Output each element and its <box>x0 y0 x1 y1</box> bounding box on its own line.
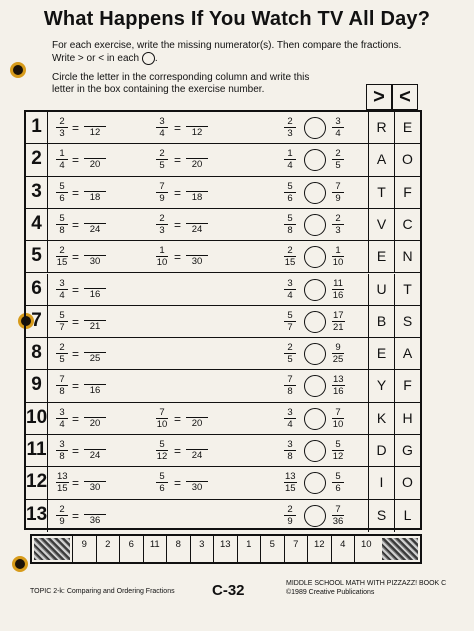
compare-fraction-right: $\frac{5}{12}$ <box>332 439 344 462</box>
compare-fraction-right: $\frac{9}{25}$ <box>332 342 344 366</box>
greater-letter[interactable]: I <box>368 467 394 498</box>
compare-fraction-left: $\frac{13}{15}$ <box>285 471 296 495</box>
compare-circle[interactable] <box>304 117 326 139</box>
equals-sign: = <box>72 121 80 135</box>
compare-fraction-left: $\frac{3}{4}$ <box>284 278 296 301</box>
exercise-number: 2 <box>26 144 48 175</box>
equals-sign: = <box>174 121 182 135</box>
compare-circle[interactable] <box>304 505 326 527</box>
equals-sign: = <box>72 250 80 265</box>
fraction-b: $\frac{7}{9}$ <box>156 181 168 204</box>
compare-fraction-right: $\frac{2}{5}$ <box>332 148 344 171</box>
equals-sign: = <box>174 250 182 265</box>
greater-letter[interactable]: A <box>368 144 394 175</box>
compare-fraction-left: $\frac{5}{6}$ <box>284 181 296 204</box>
fraction-b: $\frac{2}{5}$ <box>156 148 168 171</box>
exercise-number: 4 <box>26 209 48 240</box>
blank-denominator: 30 <box>191 482 203 494</box>
fraction-a: $\frac{5}{8}$ <box>56 213 68 236</box>
greater-letter[interactable]: Y <box>368 370 394 401</box>
compare-fraction-right: $\frac{3}{4}$ <box>332 116 344 139</box>
compare-fraction-right: $\frac{7}{9}$ <box>332 181 344 204</box>
numerator-blank[interactable] <box>186 407 208 418</box>
equals-sign: = <box>174 476 182 491</box>
page-code: C-32 <box>212 582 245 599</box>
blank-denominator: 20 <box>191 417 203 429</box>
numerator-blank[interactable] <box>84 310 106 321</box>
compare-circle[interactable] <box>304 343 326 365</box>
fraction-a: $\frac{3}{8}$ <box>56 439 68 462</box>
numerator-blank[interactable] <box>84 116 106 127</box>
greater-letter[interactable]: T <box>368 177 394 208</box>
compare-fraction-right: $\frac{17}{21}$ <box>333 309 344 333</box>
numerator-blank[interactable] <box>84 407 106 418</box>
equals-sign: = <box>72 153 80 168</box>
answer-box[interactable]: 13 <box>213 536 237 562</box>
compare-fraction-left: $\frac{1}{4}$ <box>284 148 296 171</box>
blank-denominator: 16 <box>89 385 101 397</box>
numerator-blank[interactable] <box>84 504 106 515</box>
instructions-block-2 <box>52 72 309 96</box>
equals-sign: = <box>72 476 80 491</box>
exercise-row <box>26 177 420 209</box>
instruction-line-1: For each exercise, write the missing numerator(s). Then compare the fractions. <box>52 40 402 51</box>
compare-fraction-right: $\frac{7}{36}$ <box>332 503 344 527</box>
decorative-pattern-left <box>34 538 70 560</box>
compare-circle[interactable] <box>304 408 326 430</box>
answer-box[interactable]: 6 <box>119 536 143 562</box>
answer-box[interactable]: 12 <box>307 536 331 562</box>
compare-fraction-left: $\frac{2}{5}$ <box>284 342 296 365</box>
greater-letter[interactable]: R <box>368 112 394 143</box>
instruction-line-3: Circle the letter in the corresponding column and write this <box>52 72 310 83</box>
fraction-b: $\frac{5}{6}$ <box>156 471 168 494</box>
instructions-block-1 <box>52 40 401 65</box>
less-letter[interactable]: S <box>394 306 420 337</box>
numerator-blank[interactable] <box>186 148 208 159</box>
answer-box[interactable]: 4 <box>331 536 355 562</box>
equals-sign: = <box>72 411 80 426</box>
exercise-number: 7 <box>26 306 48 337</box>
blank-denominator: 18 <box>89 191 101 203</box>
fraction-a: $\frac{7}{8}$ <box>56 374 68 397</box>
compare-fraction-left: $\frac{2}{9}$ <box>284 504 296 527</box>
exercise-number: 6 <box>26 274 48 305</box>
page-title: What Happens If You Watch TV All Day? <box>43 8 431 30</box>
exercise-number: 10 <box>26 403 48 434</box>
equals-sign: = <box>174 444 182 458</box>
footer-topic: TOPIC 2-k: Comparing and Ordering Fractions <box>30 588 175 595</box>
answer-box[interactable]: 10 <box>354 536 378 562</box>
numerator-blank[interactable] <box>186 245 208 256</box>
equals-sign: = <box>174 217 182 232</box>
compare-fraction-right: $\frac{5}{6}$ <box>332 471 344 494</box>
equals-sign: = <box>174 411 182 426</box>
blank-denominator: 36 <box>89 514 101 526</box>
fraction-b: $\frac{7}{10}$ <box>156 406 168 430</box>
numerator-blank[interactable] <box>186 213 208 224</box>
blank-denominator: 24 <box>89 450 101 461</box>
equals-sign: = <box>72 217 80 232</box>
fraction-a: $\frac{3}{4}$ <box>56 278 68 301</box>
answer-box[interactable]: 2 <box>96 536 120 562</box>
numerator-blank[interactable] <box>84 439 106 450</box>
greater-letter[interactable]: U <box>368 274 394 305</box>
equals-sign: = <box>72 185 80 200</box>
answer-box[interactable]: 11 <box>143 536 167 562</box>
compare-circle[interactable] <box>304 279 326 301</box>
exercise-number: 3 <box>26 177 48 208</box>
compare-circle[interactable] <box>304 246 326 268</box>
equals-sign: = <box>174 153 182 168</box>
equals-sign: = <box>72 347 80 362</box>
compare-circle[interactable] <box>304 182 326 204</box>
exercise-grid <box>24 110 422 530</box>
circle-symbol-icon <box>142 52 155 65</box>
blank-denominator: 20 <box>191 159 203 171</box>
less-letter[interactable]: O <box>394 144 420 175</box>
exercise-number: 1 <box>26 112 48 143</box>
exercise-number: 13 <box>26 500 48 532</box>
exercise-number: 12 <box>26 467 48 498</box>
exercise-row <box>26 144 420 176</box>
exercise-row <box>26 338 420 370</box>
less-letter[interactable]: N <box>394 241 420 272</box>
exercise-row <box>26 370 420 402</box>
blank-denominator: 25 <box>89 353 101 365</box>
fraction-a: $\frac{2}{15}$ <box>56 245 68 269</box>
less-column-header: < <box>392 84 418 110</box>
compare-fraction-left: $\frac{5}{7}$ <box>284 310 296 333</box>
answer-box[interactable]: 5 <box>260 536 284 562</box>
exercise-number: 9 <box>26 370 48 401</box>
numerator-blank[interactable] <box>84 181 106 192</box>
equals-sign: = <box>174 185 182 200</box>
blank-denominator: 12 <box>191 127 203 138</box>
exercise-row <box>26 112 420 144</box>
compare-circle[interactable] <box>304 311 326 333</box>
exercise-number: 11 <box>26 435 48 466</box>
numerator-blank[interactable] <box>84 245 106 256</box>
compare-fraction-right: $\frac{7}{10}$ <box>332 406 344 430</box>
fraction-a: $\frac{5}{7}$ <box>56 310 68 333</box>
exercise-number: 5 <box>26 241 48 272</box>
answer-box[interactable]: 7 <box>284 536 308 562</box>
footer-copyright: ©1989 Creative Publications <box>286 589 375 596</box>
fraction-a: $\frac{13}{15}$ <box>57 471 68 495</box>
answer-box-strip <box>30 534 422 564</box>
compare-circle[interactable] <box>304 214 326 236</box>
blank-denominator: 20 <box>89 159 101 171</box>
punch-hole-icon <box>12 556 28 572</box>
greater-letter[interactable]: D <box>368 435 394 466</box>
exercise-row <box>26 500 420 532</box>
less-letter[interactable]: F <box>394 177 420 208</box>
punch-hole-icon <box>10 62 26 78</box>
less-letter[interactable]: H <box>394 403 420 434</box>
blank-denominator: 30 <box>89 482 101 494</box>
compare-fraction-left: $\frac{7}{8}$ <box>284 374 296 397</box>
compare-fraction-right: $\frac{11}{16}$ <box>332 277 344 301</box>
greater-letter[interactable]: E <box>368 241 394 272</box>
fraction-b: $\frac{3}{4}$ <box>156 116 168 139</box>
greater-column-header: > <box>366 84 392 110</box>
fraction-a: $\frac{2}{5}$ <box>56 342 68 365</box>
numerator-blank[interactable] <box>84 148 106 159</box>
blank-denominator: 30 <box>89 256 101 268</box>
less-letter[interactable]: E <box>394 112 420 143</box>
fraction-a: $\frac{2}{9}$ <box>56 504 68 527</box>
greater-letter[interactable]: K <box>368 403 394 434</box>
numerator-blank[interactable] <box>84 213 106 224</box>
less-letter[interactable]: A <box>394 338 420 369</box>
greater-letter[interactable]: B <box>368 306 394 337</box>
blank-denominator: 16 <box>89 288 101 300</box>
equals-sign: = <box>72 444 80 458</box>
numerator-blank[interactable] <box>84 278 106 289</box>
answer-box[interactable]: 9 <box>72 536 96 562</box>
numerator-blank[interactable] <box>84 374 106 385</box>
exercise-row <box>26 209 420 241</box>
less-letter[interactable]: T <box>394 274 420 305</box>
fraction-b: $\frac{1}{10}$ <box>156 245 168 269</box>
less-letter[interactable]: C <box>394 209 420 240</box>
instruction-line-4: letter in the box containing the exercise number. <box>52 84 265 95</box>
equals-sign: = <box>72 282 80 297</box>
numerator-blank[interactable] <box>84 471 106 482</box>
compare-circle[interactable] <box>304 149 326 171</box>
compare-fraction-left: $\frac{5}{8}$ <box>284 213 296 236</box>
less-letter[interactable]: L <box>394 500 420 532</box>
exercise-row <box>26 435 420 467</box>
blank-denominator: 24 <box>191 223 203 235</box>
greater-letter[interactable]: E <box>368 338 394 369</box>
equals-sign: = <box>72 379 80 394</box>
exercise-row <box>26 403 420 435</box>
less-letter[interactable]: G <box>394 435 420 466</box>
exercise-row <box>26 274 420 306</box>
blank-denominator: 24 <box>89 223 101 235</box>
numerator-blank[interactable] <box>186 471 208 482</box>
less-letter[interactable]: F <box>394 370 420 401</box>
compare-circle[interactable] <box>304 375 326 397</box>
fraction-a: $\frac{5}{6}$ <box>56 181 68 204</box>
fraction-a: $\frac{2}{3}$ <box>56 116 68 139</box>
compare-fraction-left: $\frac{2}{15}$ <box>284 245 296 269</box>
compare-fraction-left: $\frac{3}{4}$ <box>284 407 296 430</box>
equals-sign: = <box>72 314 80 329</box>
blank-denominator: 12 <box>89 127 101 138</box>
compare-fraction-left: $\frac{3}{8}$ <box>284 439 296 462</box>
answer-box[interactable]: 8 <box>166 536 190 562</box>
exercise-row <box>26 306 420 338</box>
blank-denominator: 18 <box>191 191 203 203</box>
compare-circle[interactable] <box>304 472 326 494</box>
fraction-b: $\frac{2}{3}$ <box>156 213 168 236</box>
fraction-a: $\frac{3}{4}$ <box>56 407 68 430</box>
compare-fraction-right: $\frac{13}{16}$ <box>333 374 344 398</box>
footer-book: MIDDLE SCHOOL MATH WITH PIZZAZZ! BOOK C <box>286 580 447 587</box>
numerator-blank[interactable] <box>84 342 106 353</box>
compare-fraction-left: $\frac{2}{3}$ <box>284 116 296 139</box>
greater-letter[interactable]: V <box>368 209 394 240</box>
decorative-pattern-right <box>382 538 418 560</box>
numerator-blank[interactable] <box>186 181 208 192</box>
blank-denominator: 20 <box>89 417 101 429</box>
equals-sign: = <box>72 508 80 523</box>
less-letter[interactable]: O <box>394 467 420 498</box>
answer-box[interactable]: 3 <box>190 536 214 562</box>
blank-denominator: 30 <box>191 256 203 268</box>
exercise-row <box>26 241 420 273</box>
answer-box[interactable]: 1 <box>237 536 261 562</box>
fraction-b: $\frac{5}{12}$ <box>156 439 168 462</box>
blank-denominator: 24 <box>191 450 203 461</box>
exercise-row <box>26 467 420 499</box>
fraction-a: $\frac{1}{4}$ <box>56 148 68 171</box>
greater-letter[interactable]: S <box>368 500 394 532</box>
numerator-blank[interactable] <box>186 116 208 127</box>
compare-fraction-right: $\frac{2}{3}$ <box>332 213 344 236</box>
numerator-blank[interactable] <box>186 439 208 450</box>
compare-circle[interactable] <box>304 440 326 462</box>
compare-fraction-right: $\frac{1}{10}$ <box>332 245 344 269</box>
instruction-line-2: Write > or < in each . <box>52 53 158 65</box>
blank-denominator: 21 <box>89 320 101 332</box>
exercise-number: 8 <box>26 338 48 369</box>
